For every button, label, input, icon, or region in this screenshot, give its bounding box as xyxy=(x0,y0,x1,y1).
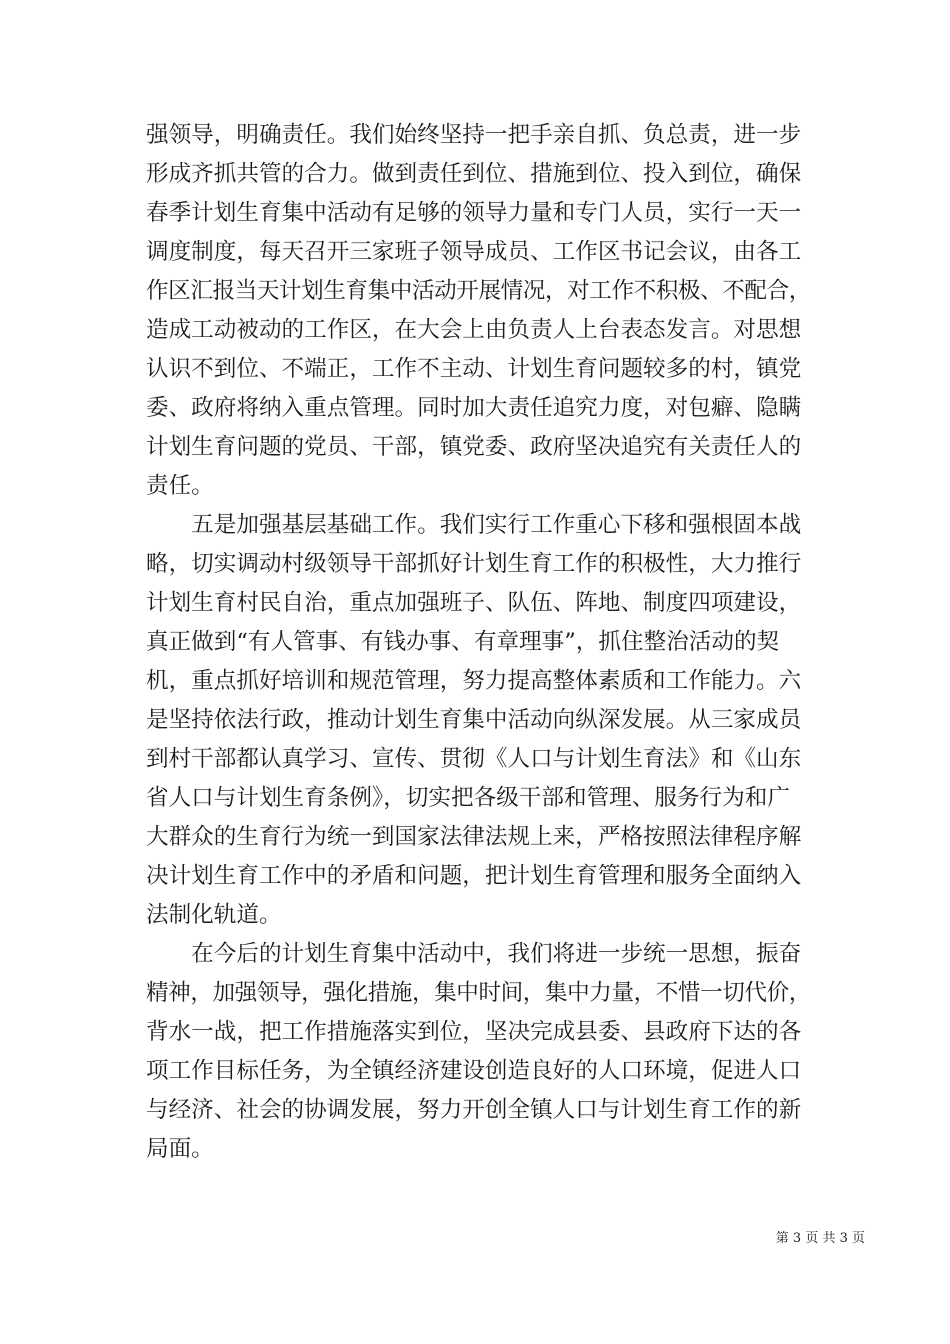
text-line: 造成工动被动的工作区，在大会上由负责人上台表态发言。对思想 xyxy=(146,317,802,343)
text-line: 春季计划生育集中活动有足够的领导力量和专门人员，实行一天一 xyxy=(146,200,802,226)
text-line: 委、政府将纳入重点管理。同时加大责任追究力度，对包癖、隐瞒 xyxy=(146,395,802,421)
page-footer: 第 3 页 共 3 页 xyxy=(775,1231,865,1246)
text-line: 作区汇报当天计划生育集中活动开展情况，对工作不积极、不配合， xyxy=(146,278,811,304)
text-line: 与经济、社会的协调发展，努力开创全镇人口与计划生育工作的新 xyxy=(146,1097,802,1123)
paragraph xyxy=(146,935,811,1169)
text-line: 认识不到位、不端正，工作不主动、计划生育问题较多的村，镇党 xyxy=(146,356,802,382)
text-line: 背水一战，把工作措施落实到位，坚决完成县委、县政府下达的各 xyxy=(146,1019,802,1045)
text-line: 形成齐抓共管的合力。做到责任到位、措施到位、投入到位，确保 xyxy=(146,161,802,187)
text-line: 略，切实调动村级领导干部抓好计划生育工作的积极性，大力推行 xyxy=(146,551,802,577)
text-line: 强领导，明确责任。我们始终坚持一把手亲自抓、负总责，进一步 xyxy=(146,122,802,148)
text-line: 在今后的计划生育集中活动中，我们将进一步统一思想，振奋 xyxy=(146,941,802,967)
text-line: 精神，加强领导，强化措施，集中时间，集中力量，不惜一切代价， xyxy=(146,980,811,1006)
text-line: 到村干部都认真学习、宣传、贯彻《人口与计划生育法》和《山东 xyxy=(146,746,802,772)
paragraph xyxy=(146,116,811,506)
text-line: 五是加强基层基础工作。我们实行工作重心下移和强根固本战 xyxy=(146,512,802,538)
text-line: 计划生育问题的党员、干部，镇党委、政府坚决追究有关责任人的 xyxy=(146,434,802,460)
text-line: 真正做到“有人管事、有钱办事、有章理事”，抓住整治活动的契 xyxy=(146,629,780,655)
text-line: 机，重点抓好培训和规范管理，努力提高整体素质和工作能力。六 xyxy=(146,668,802,694)
text-line: 计划生育村民自治，重点加强班子、队伍、阵地、制度四项建设， xyxy=(146,590,802,616)
text-line: 大群众的生育行为统一到国家法律法规上来，严格按照法律程序解 xyxy=(146,824,802,850)
text-line: 法制化轨道。 xyxy=(146,902,282,928)
text-line: 局面。 xyxy=(146,1136,214,1162)
text-line: 决计划生育工作中的矛盾和问题，把计划生育管理和服务全面纳入 xyxy=(146,863,802,889)
paragraph xyxy=(146,506,811,935)
text-line: 省人口与计划生育条例》，切实把各级干部和管理、服务行为和广 xyxy=(146,785,790,811)
text-line: 责任。 xyxy=(146,473,214,499)
document-body xyxy=(146,116,811,1169)
text-line: 调度制度，每天召开三家班子领导成员、工作区书记会议，由各工 xyxy=(146,239,802,265)
text-line: 项工作目标任务，为全镇经济建设创造良好的人口环境，促进人口 xyxy=(146,1058,802,1084)
text-line: 是坚持依法行政，推动计划生育集中活动向纵深发展。从三家成员 xyxy=(146,707,802,733)
